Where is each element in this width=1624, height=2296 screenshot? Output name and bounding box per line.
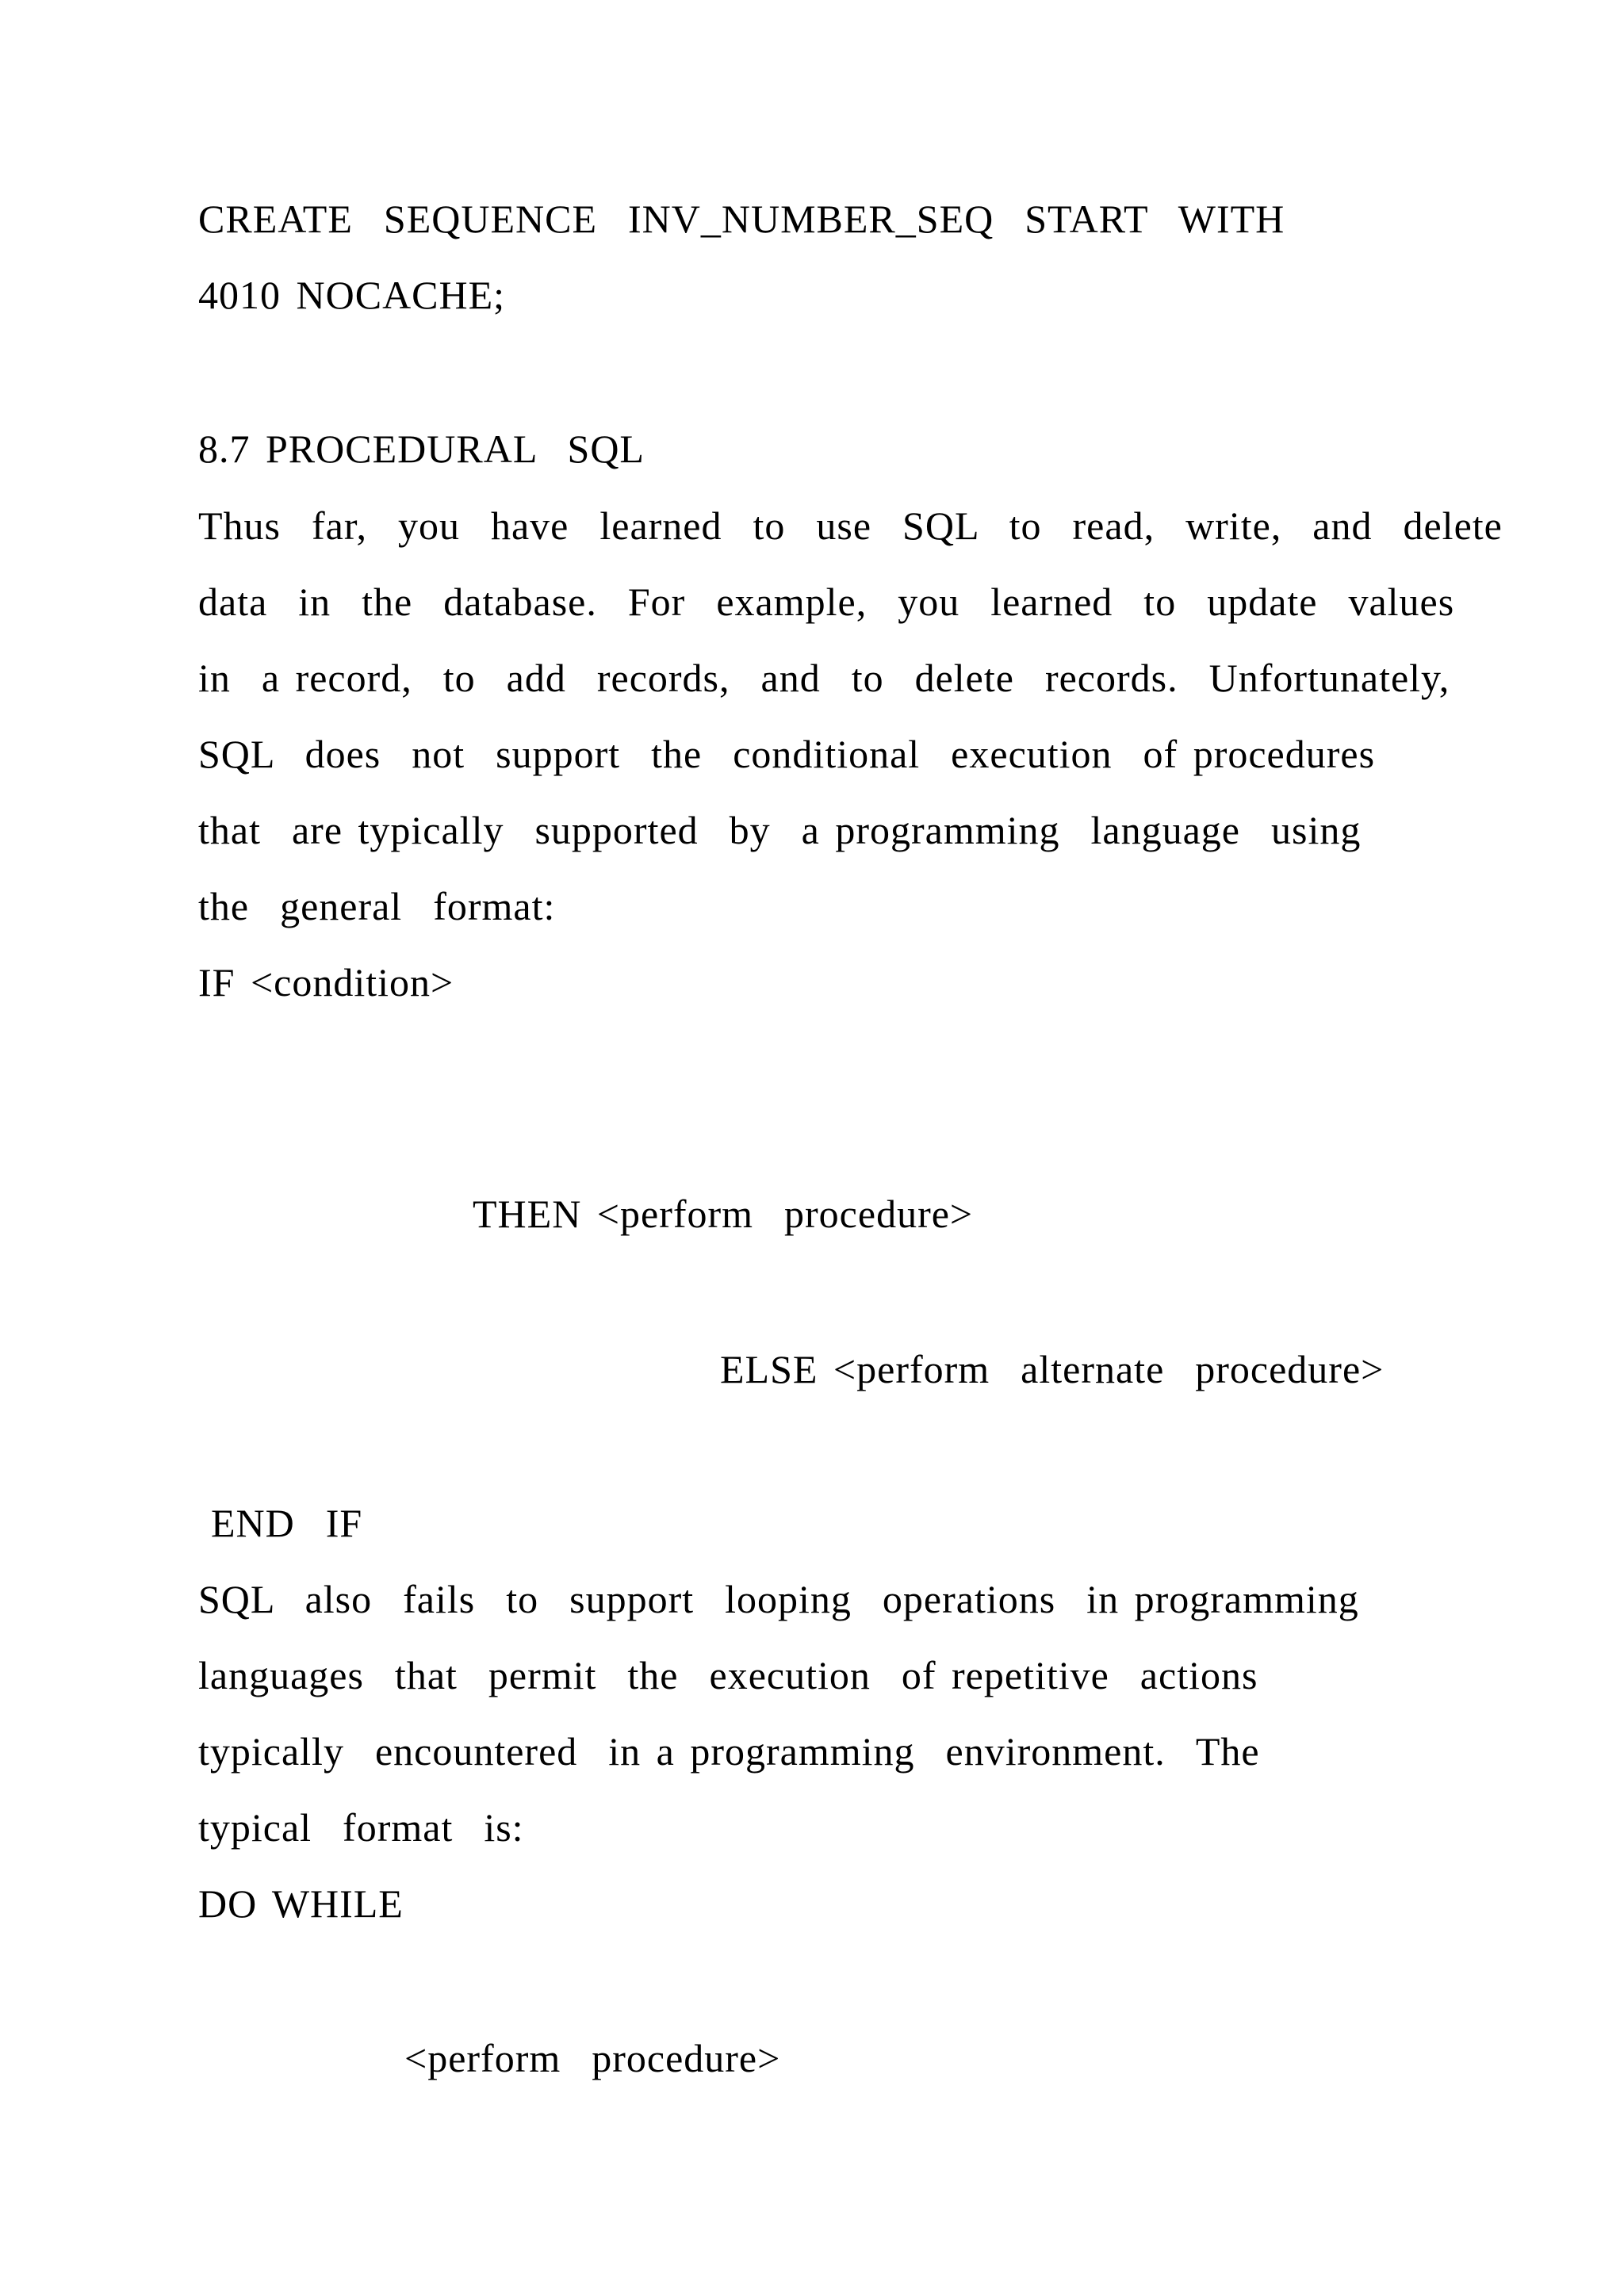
sequence-statement-line-1: CREATE SEQUENCE INV_NUMBER_SEQ START WITH: [198, 197, 1285, 241]
paragraph-1-line-6: the general format:: [198, 884, 556, 928]
sequence-statement-line-2: 4010 NOCACHE;: [198, 273, 506, 317]
then-clause-line: THEN <perform procedure>: [473, 1192, 974, 1236]
paragraph-2-line-2: languages that permit the execution of repetitive actions: [198, 1653, 1258, 1697]
paragraph-2-line-1: SQL also fails to support looping operations in programming: [198, 1577, 1359, 1621]
paragraph-1-line-3: in a record, to add records, and to delete records. Unfortunately,: [198, 656, 1450, 700]
end-if-line: END IF: [211, 1501, 363, 1545]
paragraph-1-line-5: that are typically supported by a programming language using: [198, 808, 1362, 852]
paragraph-1-line-2: data in the database. For example, you learned to update values: [198, 580, 1455, 624]
paragraph-1-line-4: SQL does not support the conditional execution of procedures: [198, 732, 1376, 776]
section-heading: 8.7 PROCEDURAL SQL: [198, 427, 645, 471]
if-condition-line: IF <condition>: [198, 960, 454, 1004]
paragraph-2-line-3: typically encountered in a programming environment. The: [198, 1729, 1260, 1774]
do-while-line: DO WHILE: [198, 1881, 404, 1926]
perform-procedure-line: <perform procedure>: [404, 2036, 781, 2080]
paragraph-2-line-4: typical format is:: [198, 1805, 524, 1850]
paragraph-1-line-1: Thus far, you have learned to use SQL to read, write, and delete: [198, 503, 1503, 548]
else-clause-line: ELSE <perform alternate procedure>: [720, 1347, 1385, 1391]
